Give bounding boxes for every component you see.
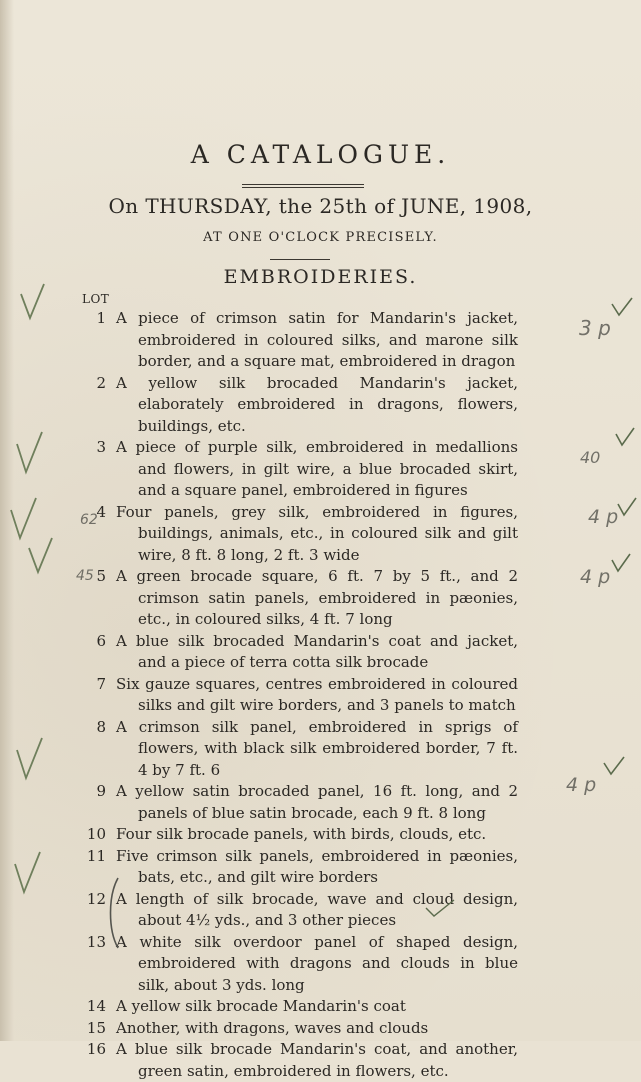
lot-description: Four silk brocade panels, with birds, clouds, etc. bbox=[116, 825, 487, 843]
title-rule-lower bbox=[242, 187, 364, 188]
pencil-price-lot-5: 4 p bbox=[588, 506, 619, 528]
lot-number: 16 bbox=[86, 1040, 106, 1058]
lot-number: 5 bbox=[96, 567, 106, 585]
lot-item-9 bbox=[0, 781, 641, 824]
pencil-tick-icon bbox=[614, 426, 636, 448]
lot-description: A blue silk brocaded Mandarin's coat and jacket, and a piece of terra cotta silk brocade bbox=[116, 631, 518, 671]
lot-number: 12 bbox=[86, 889, 106, 908]
title-rule bbox=[242, 184, 364, 185]
lot-item-12 bbox=[0, 889, 641, 932]
pencil-tick-icon bbox=[602, 755, 626, 777]
lot-description: A length of silk brocade, wave and cloud design, about 4½ yds., and 3 other pieces bbox=[116, 889, 518, 929]
lot-item-7 bbox=[0, 674, 641, 717]
section-rule bbox=[270, 259, 330, 260]
lot-number: 3 bbox=[96, 438, 106, 456]
lot-item-15 bbox=[0, 1018, 641, 1040]
lot-item-2 bbox=[0, 373, 641, 438]
lot-item-11 bbox=[0, 846, 641, 889]
pencil-mark-lot-6-left: 45 bbox=[76, 568, 94, 584]
pencil-mark-lot-4: 40 bbox=[580, 448, 601, 467]
pencil-tick-icon bbox=[424, 898, 456, 918]
sale-time: AT ONE O'CLOCK PRECISELY. bbox=[203, 230, 438, 245]
lot-number: 10 bbox=[86, 825, 106, 843]
lot-number: 13 bbox=[86, 932, 106, 951]
lot-description: A crimson silk panel, embroidered in sprigs of flowers, with black silk embroidered border, 7 ft. 4 by 7 ft. 6 bbox=[116, 717, 518, 779]
lot-number: 15 bbox=[86, 1018, 106, 1037]
left-margin-tick-icon bbox=[26, 536, 54, 576]
lot-description: A piece of purple silk, embroidered in medallions and flowers, in gilt wire, a blue brocaded skirt, and a square panel, embroidered in figures bbox=[116, 438, 518, 499]
lot-description: A yellow satin brocaded panel, 16 ft. long, and 2 panels of blue satin brocade, each 9 ft. 8 long bbox=[116, 782, 518, 822]
lot-description: Five crimson silk panels, embroidered in pæonies, bats, etc., and gilt wire borders bbox=[116, 846, 518, 886]
lot-description: A yellow silk brocaded Mandarin's jacket, elaborately embroidered in dragons, flowers, buildings, etc. bbox=[116, 373, 518, 435]
lot-item-10 bbox=[0, 824, 641, 846]
lot-description: A piece of crimson satin for Mandarin's jacket, embroidered in coloured silks, and marone silk border, and a square mat, embroidered in dragon bbox=[116, 309, 518, 370]
lot-number: 14 bbox=[86, 997, 106, 1015]
lot-item-13 bbox=[0, 932, 641, 997]
lot-item-8 bbox=[0, 717, 641, 782]
pencil-price-lot-6: 4 p bbox=[580, 566, 611, 588]
lot-item-14 bbox=[0, 996, 641, 1018]
lot-number: 8 bbox=[96, 717, 106, 736]
left-margin-tick-icon bbox=[14, 430, 44, 476]
lot-description: A green brocade square, 6 ft. 7 by 5 ft., and 2 crimson satin panels, embroidered in pæonies, etc., in coloured silks, 4 ft. 7 long bbox=[116, 567, 518, 628]
section-heading: EMBROIDERIES. bbox=[223, 266, 418, 288]
lot-description: Six gauze squares, centres embroidered in coloured silks and gilt wire borders, and 3 panels to match bbox=[116, 674, 518, 714]
pencil-tick-icon bbox=[610, 552, 632, 574]
lot-number: 11 bbox=[86, 846, 106, 865]
lot-number: 7 bbox=[96, 674, 106, 693]
lot-description: Four panels, grey silk, embroidered in figures, buildings, animals, etc., in coloured silk and gilt wire, 8 ft. 8 long, 2 ft. 3 wide bbox=[116, 502, 518, 564]
lot-description: A blue silk brocade Mandarin's coat, and another, green satin, embroidered in flowers, etc. bbox=[116, 1040, 518, 1080]
lot-number: 4 bbox=[96, 502, 106, 521]
lot-number: 1 bbox=[96, 309, 106, 327]
lot-description: A white silk overdoor panel of shaped design, embroidered with dragons and clouds in blue silk, about 3 yds. long bbox=[116, 932, 518, 994]
pencil-price-lot-12: 4 p bbox=[566, 774, 597, 796]
pencil-bracket-icon bbox=[104, 876, 120, 950]
pencil-tick-icon bbox=[616, 496, 638, 518]
lot-description: Another, with dragons, waves and clouds bbox=[116, 1018, 429, 1037]
lot-column-label: LOT bbox=[82, 292, 110, 306]
pencil-tick-icon bbox=[610, 296, 634, 318]
lot-item-3 bbox=[0, 437, 641, 502]
lot-item-5 bbox=[0, 566, 641, 631]
lot-item-1 bbox=[0, 308, 641, 373]
lot-description: A yellow silk brocade Mandarin's coat bbox=[116, 997, 406, 1015]
catalogue-title: A CATALOGUE. bbox=[190, 140, 451, 169]
pencil-mark-lot-5-left: 62 bbox=[80, 512, 98, 528]
lot-number: 2 bbox=[96, 373, 106, 392]
lot-number: 9 bbox=[96, 782, 106, 800]
lot-list bbox=[0, 308, 641, 1082]
sale-date: On THURSDAY, the 25th of JUNE, 1908, bbox=[108, 194, 533, 218]
left-margin-tick-icon bbox=[18, 282, 46, 322]
lot-item-6 bbox=[0, 631, 641, 674]
lot-item-16 bbox=[0, 1039, 641, 1082]
lot-number: 6 bbox=[96, 631, 106, 650]
left-margin-tick-icon bbox=[12, 850, 42, 896]
left-margin-tick-icon bbox=[14, 736, 44, 782]
pencil-price-lot-1: 3 p bbox=[579, 316, 611, 340]
